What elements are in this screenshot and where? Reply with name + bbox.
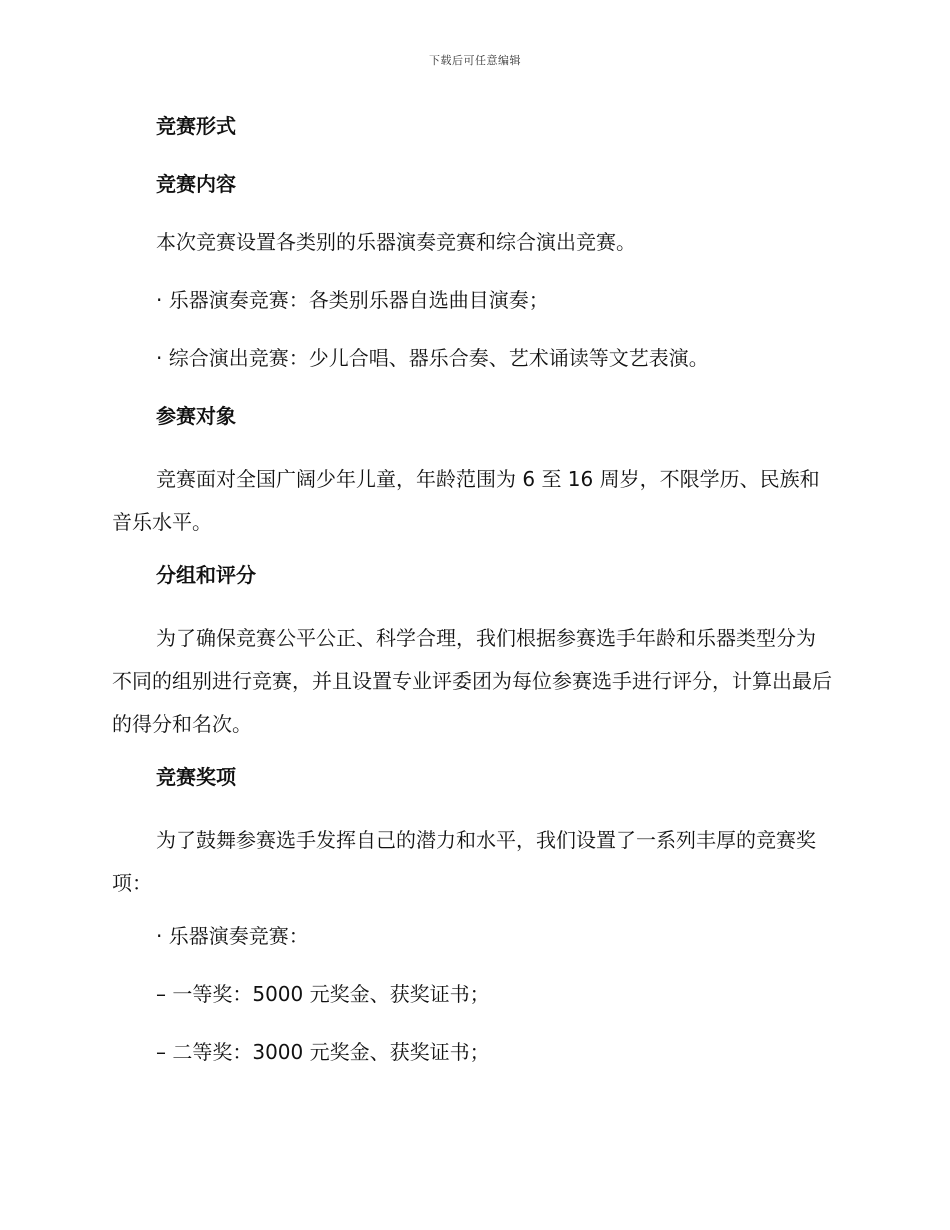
paragraph-grouping-scoring: 为了确保竞赛公平公正、科学合理，我们根据参赛选手年龄和乐器类型分为不同的组别进行竞赛，并且设置专业评委团为每位参赛选手进行评分，计算出最后的得分和名次。 [112, 626, 832, 736]
list-item-second-prize: – 二等奖：3000 元奖金、获奖证书； [156, 1040, 490, 1064]
paragraph-competition-content: 本次竞赛设置各类别的乐器演奏竞赛和综合演出竞赛。 [156, 230, 636, 254]
heading-grouping-scoring: 分组和评分 [156, 563, 256, 587]
list-item-performance-competition: · 综合演出竞赛：少儿合唱、器乐合奏、艺术诵读等文艺表演。 [156, 346, 709, 370]
paragraph-participants: 竞赛面对全国广阔少年儿童，年龄范围为 6 至 16 周岁，不限学历、民族和音乐水平。 [112, 467, 820, 534]
list-item-first-prize: – 一等奖：5000 元奖金、获奖证书； [156, 982, 490, 1006]
heading-competition-content: 竞赛内容 [156, 172, 236, 196]
paragraph-awards: 为了鼓舞参赛选手发挥自己的潜力和水平，我们设置了一系列丰厚的竞赛奖项： [112, 828, 816, 895]
list-item-awards-instrument: · 乐器演奏竞赛： [156, 924, 309, 948]
list-item-instrument-competition: · 乐器演奏竞赛：各类别乐器自选曲目演奏； [156, 288, 549, 312]
heading-participants: 参赛对象 [156, 404, 236, 428]
document-body [112, 110, 832, 1094]
page-header: 下载后可任意编辑 [429, 54, 521, 67]
heading-awards: 竞赛奖项 [156, 765, 236, 789]
heading-competition-form: 竞赛形式 [156, 114, 236, 138]
